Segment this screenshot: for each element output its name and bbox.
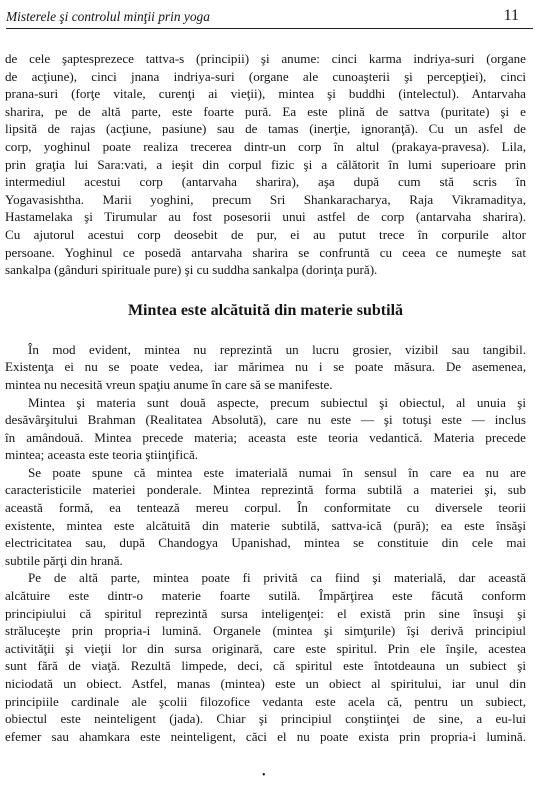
text-line: Existenţa ei nu se poate vedea, iar mărimea nu i se poate măsura. De asemenea, [5, 359, 526, 375]
text-line: prin graţia lui Sara:vati, a ieşit din corpul fizic şi a călătorit în lumi superioare prin [5, 156, 526, 172]
text-line: Mintea şi materia sunt două aspecte, precum subiectul şi obiectul, al unuia şi [28, 394, 526, 410]
text-line: mintea; aceasta este teoria ştiinţifică. [5, 447, 199, 463]
page-body [5, 50, 526, 745]
paragraph-3 [5, 464, 526, 570]
text-line: lipsită de rajas (acţiune, pasiune) sau de tamas (inerţie, ignoranţă). Cu un asfel de [5, 121, 526, 137]
paragraph-1 [5, 341, 526, 394]
text-line: În mod evident, mintea nu reprezintă un lucru grosier, vizibil sau tangibil. [28, 341, 526, 357]
page-header [6, 4, 533, 28]
text-line: obiectul este neinteligent (jada). Chiar şi principiul conştiinţei de sine, a eu-lui [5, 711, 526, 727]
text-line: Cu ajutorul acestui corp deosebit de pur, ei au putut trece în corpurile altor [5, 226, 526, 242]
text-line: persoane. Yoghinul ce posedă antarvaha sharira se confruntă cu ceea ce numeşte sat [5, 244, 526, 260]
running-title: Misterele şi controlul minţii prin yoga [6, 9, 210, 24]
text-line: caracteristicile materiei ponderale. Mintea reprezintă forma subtilă a materiei şi, sub [5, 482, 526, 498]
paragraph-2 [5, 394, 526, 464]
text-line: niciodată un obiect. Astfel, manas (mintea) este un obiect al spiritului, iar unul din [5, 676, 526, 691]
text-line: electricitatea sau, după Chandogya Upanishad, mintea se constituie din cele mai [5, 535, 526, 551]
text-line: mintea nu necesită vreun spaţiu anume în care să se manifeste. [5, 376, 333, 392]
text-line: prana-suri (forţe vitale, curenţi ai vieţii), mintea şi buddhi (intelectul). Antarvaha [5, 86, 526, 102]
text-line: Yogavasishtha. Marii yoghini, precum Sri Shankaracharya, Raja Vikramaditya, [5, 191, 526, 207]
text-line: desăvârşitului Brahman (Realitatea Absolută), care nu este — şi totuşi este — inclus [5, 412, 526, 428]
text-line: Pe de altă parte, mintea poate fi privită ca fiind şi materială, dar această [28, 570, 526, 586]
page-number: 11 [503, 7, 519, 24]
text-line: această formă, ea tentează mereu corpul. În conformitate cu diversele teorii [5, 500, 526, 516]
footer-mark: • [262, 770, 266, 781]
text-line: principiului că spiritul reprezintă sursa inteligenţei: el există prin sine însuşi şi [5, 605, 526, 621]
text-line: Se poate spune că mintea este imaterială numai în sensul în care ea nu are [28, 464, 526, 480]
text-line: în amândouă. Mintea precede materia; aceasta este teoria vedantică. Materia precede [5, 429, 526, 445]
text-line: intermediul acestui corp (antarvaha sharira), aşa după cum stă scris în [5, 174, 526, 190]
text-line: de cele şaptesprezece tattva-s (principii) şi anume: cinci karma indriya-suri (organe [5, 51, 526, 66]
text-line: principiile cardinale ale şcolii filozofice vedanta este acela că, pentru un subiect, [5, 693, 526, 709]
text-line: străluceşte prin propria-i lumină. Organele (mintea şi simţurile) îşi derivă principiul [5, 623, 526, 639]
text-line: subtile părţi din hrană. [5, 552, 123, 568]
text-line: sunt fără de viaţă. Rezultă limpede, deci, că spiritul este întotdeauna un subiect şi [5, 658, 526, 674]
section-heading: Mintea este alcătuită din materie subtilă [127, 301, 404, 319]
text-line: alcătuire este dintr-o materie foarte sutilă. Împărţirea este făcută conform [5, 588, 526, 604]
text-line: efemer sau ahamkara este neinteligent, căci el nu poate exista prin propria-i lumină. [5, 728, 526, 744]
text-line: corp, yoghinul poate realiza trecerea dintr-un corp în altul (prakaya-pravesa). Lila, [5, 138, 526, 154]
text-line: sankalpa (gânduri spirituale pure) şi cu suddha sankalpa (dorinţa pură). [5, 262, 378, 278]
header-rule [6, 28, 533, 29]
text-line: sharira, pe de altă parte, este foarte pură. Ea este plină de sattva (puritate) şi e [5, 103, 526, 119]
text-line: existente, mintea este alcătuită din materie subtilă, sattva-ică (pură); ea este însăşi [5, 517, 526, 533]
text-line: Hastamelaka şi Tirumular au fost posesorii unui astfel de corp (antarvaha sharira). [5, 209, 526, 225]
paragraph-continuation [5, 50, 526, 279]
paragraph-4 [5, 569, 526, 745]
text-line: de acţiune), cinci jnana indriya-suri (organe ale cunoaşterii şi percepţiei), cinci [5, 68, 526, 84]
text-line: activităţii şi vieţii lor din sursa originară, care este spiritul. Prin ele înşile, acestea [5, 640, 526, 656]
